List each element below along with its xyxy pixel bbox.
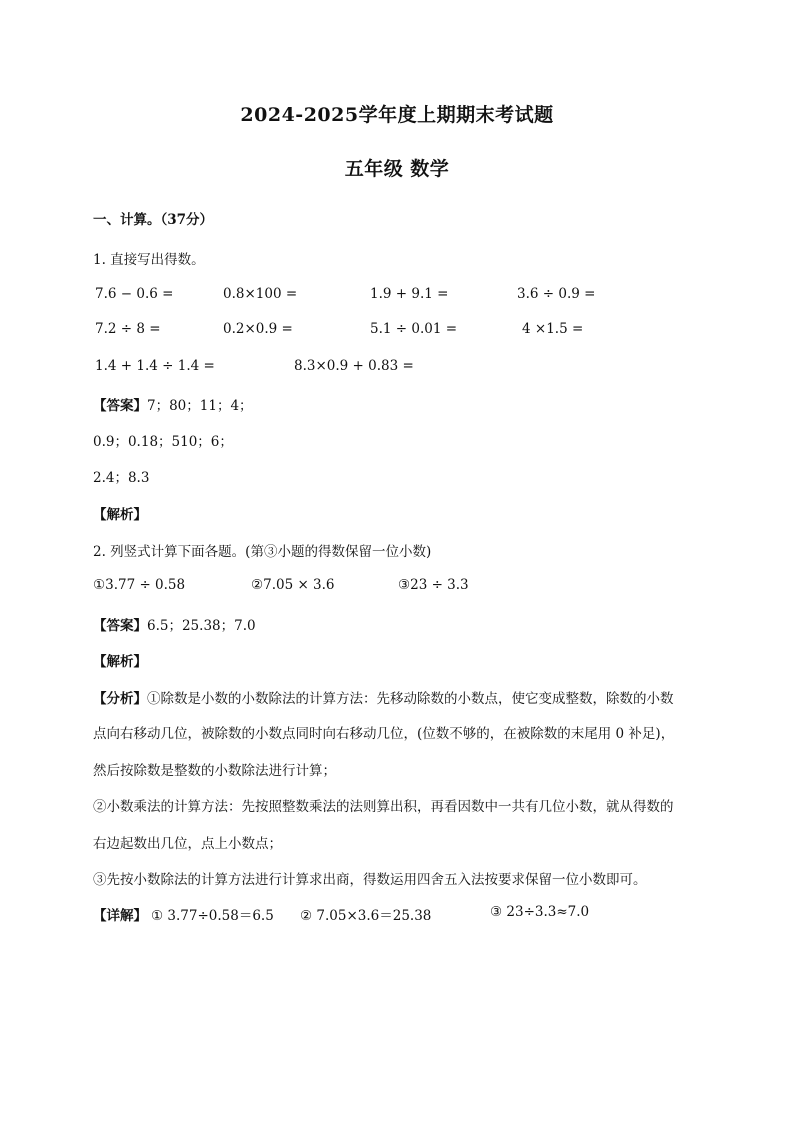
expression: 4 ×1.5 = [522, 321, 584, 337]
section-heading: 一、计算。（37分） [93, 212, 214, 228]
question-2-item: ①3.77 ÷ 0.58 [93, 577, 186, 593]
analysis-line: 然后按除数是整数的小数除法进行计算； [93, 763, 336, 779]
analysis-line [93, 687, 705, 707]
detail-item: ② 7.05×3.6＝25.38 [300, 908, 432, 924]
detail-item: ① 3.77÷0.58＝6.5 [151, 908, 274, 924]
analysis-line: ②小数乘法的计算方法：先按照整数乘法的法则算出积，再看因数中一共有几位小数，就从得数的 [93, 799, 674, 815]
expression: 0.8×100 = [223, 286, 298, 302]
analysis-tag: 【分析】 [93, 691, 147, 707]
question-1-prompt: 1. 直接写出得数。 [93, 252, 205, 268]
answer-1-line-2: 0.9；0.18；510；6； [93, 434, 233, 450]
analysis-text: ①除数是小数的小数除法的计算方法：先移动除数的小数点，使它变成整数，除数的小数 [147, 691, 674, 707]
answer-1-line-3: 2.4；8.3 [93, 470, 150, 486]
detail-line [93, 904, 147, 924]
detail-tag: 【详解】 [93, 908, 147, 924]
page-subtitle: 五年级 数学 [344, 158, 450, 180]
analysis-line: ③先按小数除法的计算方法进行计算求出商，得数运用四舍五入法按要求保留一位小数即可。 [93, 872, 647, 888]
analysis-line: 点向右移动几位，被除数的小数点同时向右移动几位，(位数不够的，在被除数的末尾用 0 补足)， [93, 726, 675, 742]
question-2-prompt: 2. 列竖式计算下面各题。(第③小题的得数保留一位小数) [93, 544, 432, 560]
analysis-label: 【解析】 [93, 654, 147, 670]
question-2-item: ③23 ÷ 3.3 [398, 577, 469, 593]
answer-label: 【答案】 [93, 398, 147, 414]
expression: 5.1 ÷ 0.01 = [370, 321, 458, 337]
analysis-line: 右边起数出几位，点上小数点； [93, 836, 282, 852]
expression: 1.9 + 9.1 = [370, 286, 449, 302]
expression: 0.2×0.9 = [223, 321, 293, 337]
answer-2 [93, 614, 256, 634]
expression: 8.3×0.9 + 0.83 = [294, 358, 414, 374]
analysis-label: 【解析】 [93, 507, 147, 523]
expression: 7.2 ÷ 8 = [95, 321, 161, 337]
expression: 3.6 ÷ 0.9 = [517, 286, 596, 302]
answer-label: 【答案】 [93, 618, 147, 634]
answer-text: 7；80；11；4； [147, 398, 253, 414]
answer-text: 6.5；25.38；7.0 [147, 618, 256, 634]
question-2-item: ②7.05 × 3.6 [251, 577, 335, 593]
expression: 1.4 + 1.4 ÷ 1.4 = [95, 358, 215, 374]
answer-1-line-1 [93, 394, 253, 414]
page-title: 2024-2025学年度上期期末考试题 [240, 104, 554, 126]
expression: 7.6 − 0.6 = [95, 286, 174, 302]
detail-item: ③ 23÷3.3≈7.0 [490, 904, 590, 920]
